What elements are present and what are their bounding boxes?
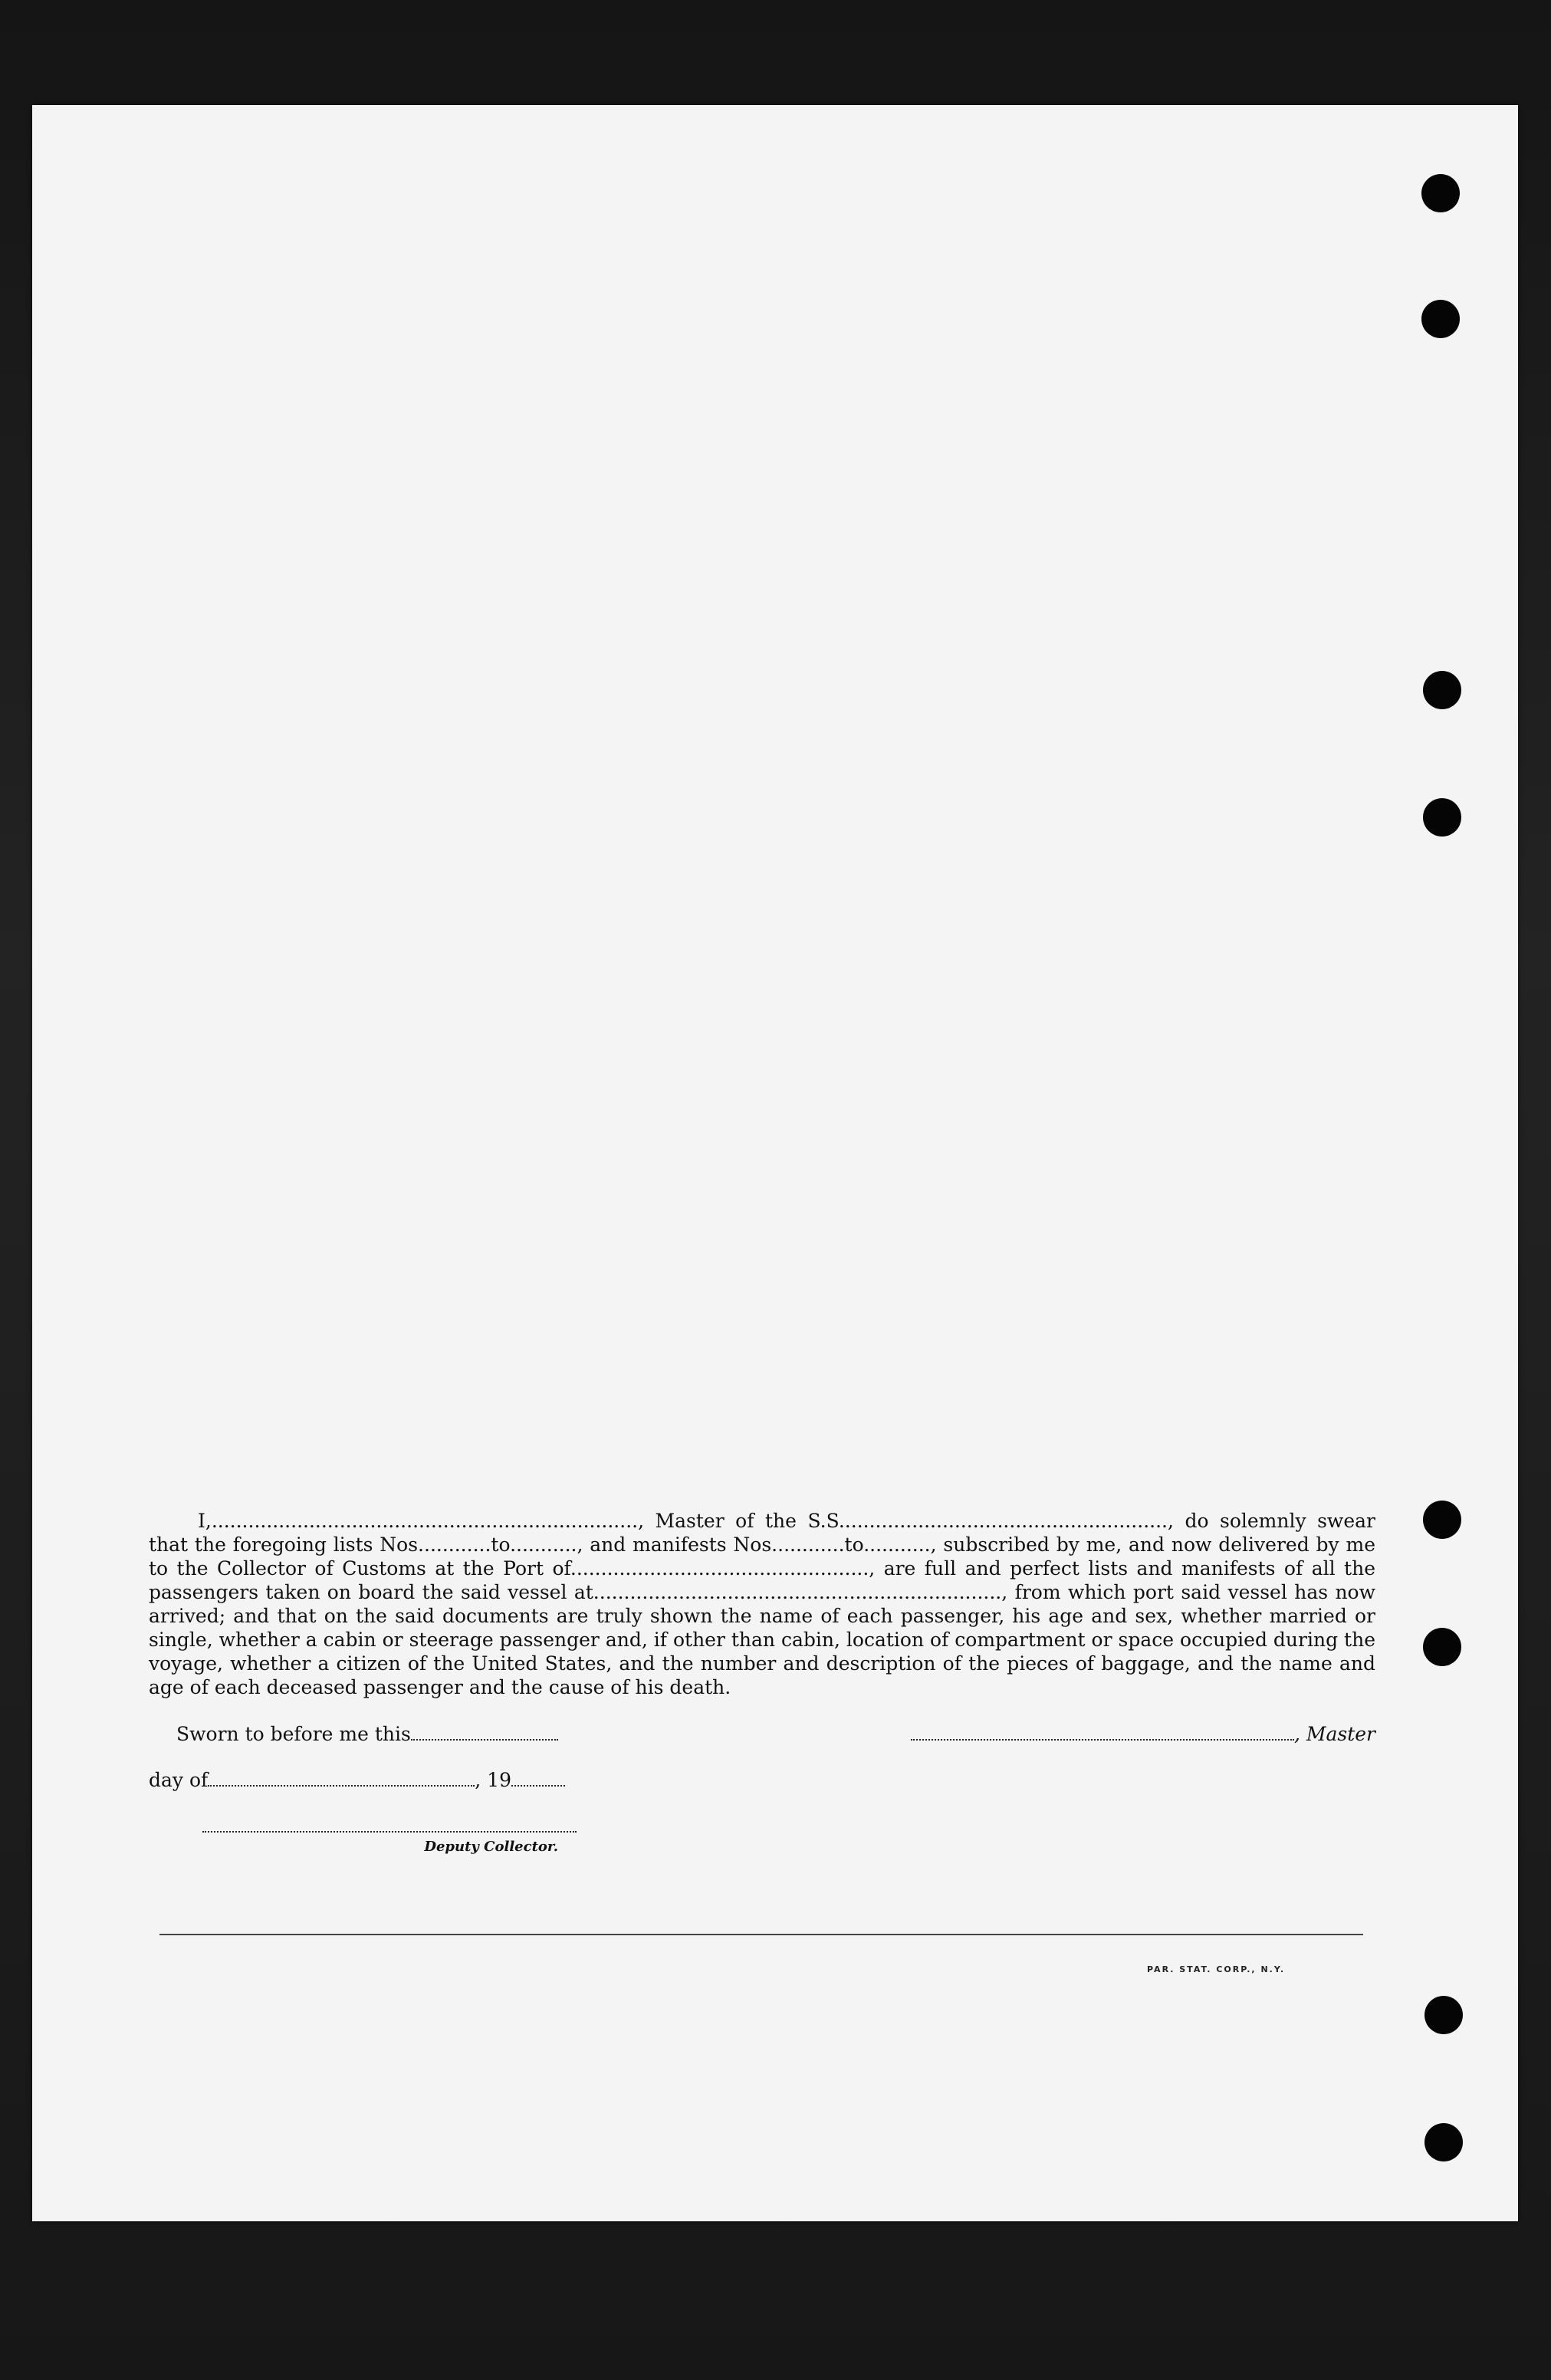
year-blank: [511, 1770, 565, 1787]
sworn-field: [149, 1722, 558, 1747]
punch-hole: [1423, 1628, 1461, 1666]
bleed-through-text: [155, 281, 1382, 1202]
punch-hole: [1423, 671, 1461, 709]
sworn-label: Sworn to before me this: [176, 1723, 411, 1745]
master-signature-field: [911, 1722, 1375, 1747]
printer-imprint: PAR. STAT. CORP., N.Y.: [1147, 1964, 1286, 1974]
punch-hole: [1421, 300, 1460, 338]
horizontal-rule: [159, 1934, 1363, 1935]
punch-hole: [1423, 1501, 1461, 1539]
punch-hole: [1423, 798, 1461, 837]
day-label: day of: [149, 1769, 209, 1791]
deputy-collector-label: Deputy Collector.: [424, 1839, 558, 1855]
deputy-collector-signature: [202, 1831, 577, 1855]
master-oath: [149, 1509, 1375, 1699]
day-field: [149, 1768, 565, 1793]
oath-paragraph: I,......................................................................, Master of the S.S......................................................, do solemnly swear that the foregoing lists Nos............to..........., and manifests Nos............to..........., subscribed by me, and now delivered by me to the Collector of Customs at the Port of................................................., are full and perfect lists and manifests of all the passengers taken on board the said vessel at..................................................................., from which port said vessel has now arrived; and that on the said documents are truly shown the name of each passenger, his age and sex, whether married or single, whether a cabin or steerage passenger and, if other than cabin, location of compartment or space occupied during the voyage, whether a citizen of the United States, and the number and description of the pieces of baggage, and the name and age of each deceased passenger and the cause of his death.: [149, 1510, 1375, 1698]
punch-hole: [1424, 2123, 1463, 2161]
punch-hole: [1424, 1996, 1463, 2034]
deputy-collector-blank: [202, 1831, 577, 1833]
sworn-date-blank: [411, 1724, 558, 1741]
day-month-blank: [208, 1770, 475, 1787]
master-signature-blank: [911, 1724, 1294, 1741]
master-label: , Master: [1293, 1723, 1375, 1745]
punch-hole: [1421, 174, 1460, 212]
year-prefix: , 19: [475, 1769, 512, 1791]
document-page: [32, 105, 1518, 2221]
